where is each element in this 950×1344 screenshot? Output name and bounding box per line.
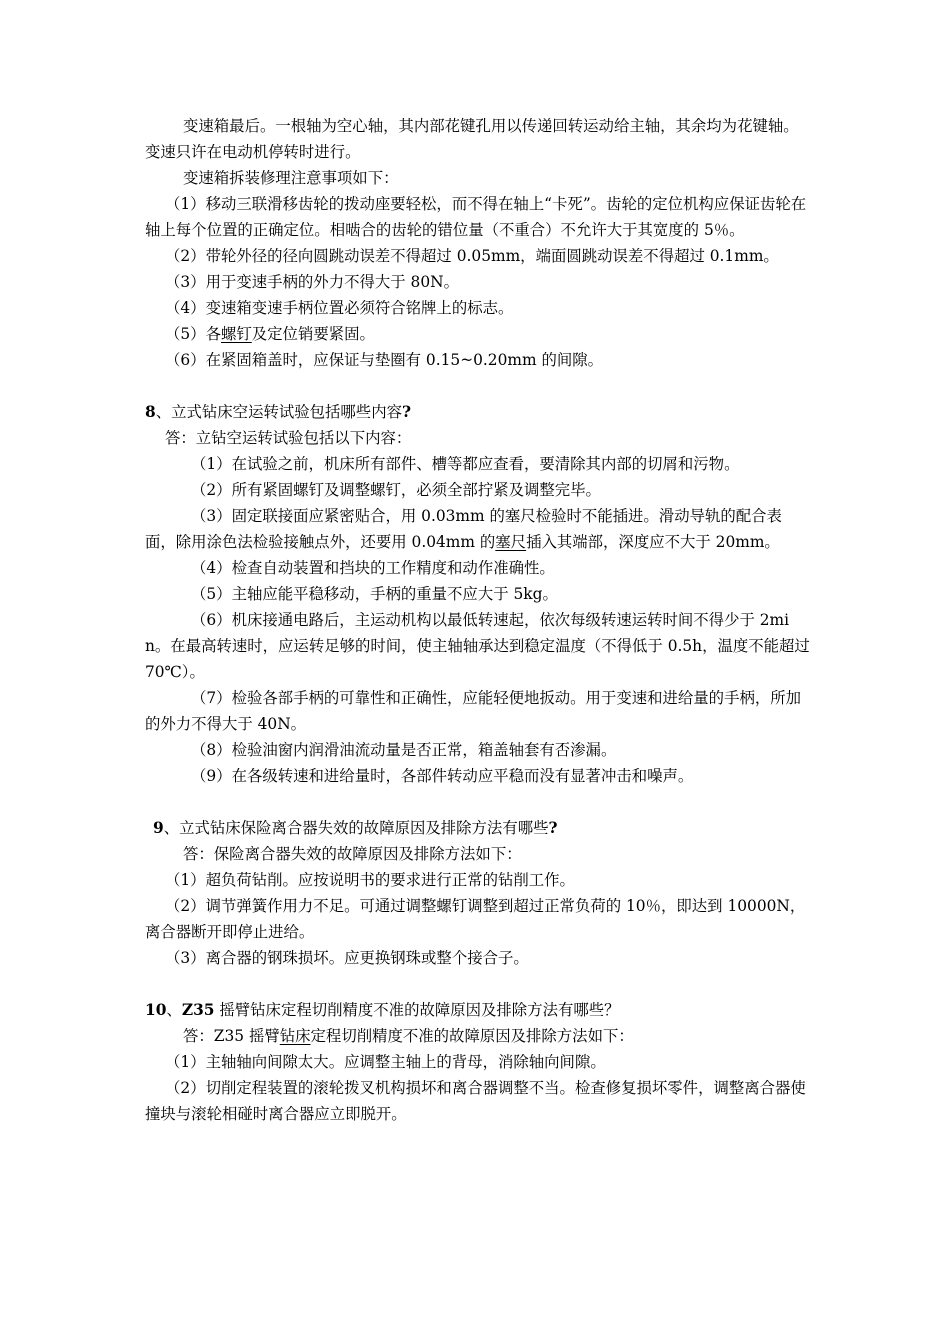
question-title: 、立式钻床保险离合器失效的故障原因及排除方法有哪些 (163, 819, 549, 837)
item-text: 及定位销要紧固。 (251, 325, 375, 343)
question-separator: 、 (166, 1001, 182, 1019)
answer-item: （2）切削定程装置的滚轮拨叉机构损坏和离合器调整不当。检查修复损坏零件，调整离合器使撞块与滚轮相碰时离合器应立即脱开。 (145, 1079, 806, 1123)
answer-item: （1）超负荷钻削。应按说明书的要求进行正常的钻削工作。 (165, 871, 575, 889)
question-10-heading (145, 997, 810, 1023)
item-text: （3）固定联接面应紧密贴合，用 0.03mm 的塞尺检验时不能插进。滑动导轨的配合表面，除用涂色法检验接触点外，还要用 0.04mm 的 (145, 507, 782, 551)
gearbox-item: （3）用于变速手柄的外力不得大于 80N。 (165, 273, 459, 291)
item-text: 定程切削精度不准的故障原因及排除方法如下： (310, 1027, 634, 1045)
question-title: 摇臂钻床定程切削精度不准的故障原因及排除方法有哪些？ (214, 1001, 620, 1019)
item-text: 插入其端部，深度应不大于 20mm。 (526, 533, 780, 551)
underlined-term: 螺钉 (220, 325, 252, 343)
question-8-heading (145, 399, 810, 425)
answer-item: （8）检验油窗内润滑油流动量是否正常，箱盖轴套有否渗漏。 (191, 741, 617, 759)
underlined-term: 塞尺 (495, 533, 527, 551)
gearbox-item (145, 321, 810, 347)
answer-item: （5）主轴应能平稳移动，手柄的重量不应大于 5kg。 (191, 585, 558, 603)
gearbox-item: （6）在紧固箱盖时，应保证与垫圈有 0.15~0.20mm 的间隙。 (165, 351, 604, 369)
question-9-heading (145, 815, 810, 841)
answer-item: （9）在各级转速和进给量时，各部件转动应平稳而没有显著冲击和噪声。 (191, 767, 694, 785)
question-number: 9 (153, 819, 164, 837)
item-text: 答：Z35 摇臂 (183, 1027, 280, 1045)
gearbox-item: （1）移动三联滑移齿轮的拨动座要轻松，而不得在轴上“卡死”。齿轮的定位机构应保证齿轮在轴上每个位置的正确定位。相啮合的齿轮的错位量（不重合）不允许大于其宽度的 5％。 (145, 195, 807, 239)
answer-item: （7）检验各部手柄的可靠性和正确性，应能轻便地扳动。用于变速和进给量的手柄，所加的外力不得大于 40N。 (145, 689, 802, 733)
machine-model: Z35 (181, 1001, 215, 1019)
item-text: （5）各 (165, 325, 221, 343)
intro-paragraph: 变速箱最后。一根轴为空心轴，其内部花键孔用以传递回转运动给主轴，其余均为花键轴。变速只许在电动机停转时进行。 (145, 117, 799, 161)
gearbox-item: （4）变速箱变速手柄位置必须符合铭牌上的标志。 (165, 299, 514, 317)
intro-notes-heading: 变速箱拆装修理注意事项如下： (183, 169, 399, 187)
answer-item: （1）主轴轴向间隙太大。应调整主轴上的背母，消除轴向间隙。 (165, 1053, 606, 1071)
answer-item: （2）所有紧固螺钉及调整螺钉，必须全部拧紧及调整完毕。 (191, 481, 601, 499)
answer-item: （3）离合器的钢珠损坏。应更换钢珠或整个接合子。 (165, 949, 529, 967)
answer-item (145, 503, 810, 555)
answer-intro: 答：立钻空运转试验包括以下内容： (165, 429, 412, 447)
question-number: 8 (145, 403, 156, 421)
answer-item: （2）调节弹簧作用力不足。可通过调整螺钉调整到超过正常负荷的 10％，即达到 10000N，离合器断开即停止进给。 (145, 897, 806, 941)
question-mark: ? (401, 403, 412, 421)
question-mark: ? (548, 819, 558, 837)
answer-item: （1）在试验之前，机床所有部件、槽等都应查看，要清除其内部的切屑和污物。 (191, 455, 740, 473)
answer-intro: 答：保险离合器失效的故障原因及排除方法如下： (183, 845, 522, 863)
question-title: 、立式钻床空运转试验包括哪些内容 (155, 403, 402, 421)
answer-item: （4）检查自动装置和挡块的工作精度和动作准确性。 (191, 559, 555, 577)
gearbox-item: （2）带轮外径的径向圆跳动误差不得超过 0.05mm，端面圆跳动误差不得超过 0.1mm。 (165, 247, 779, 265)
answer-item: （6）机床接通电路后，主运动机构以最低转速起，依次每级转速运转时间不得少于 2min。在最高转速时，应运转足够的时间，使主轴轴承达到稳定温度（不得低于 0.5h，温度不能超过 70℃）。 (145, 611, 810, 681)
underlined-term: 钻床 (279, 1027, 311, 1045)
question-number: 10 (145, 1001, 167, 1019)
answer-intro (145, 1023, 810, 1049)
